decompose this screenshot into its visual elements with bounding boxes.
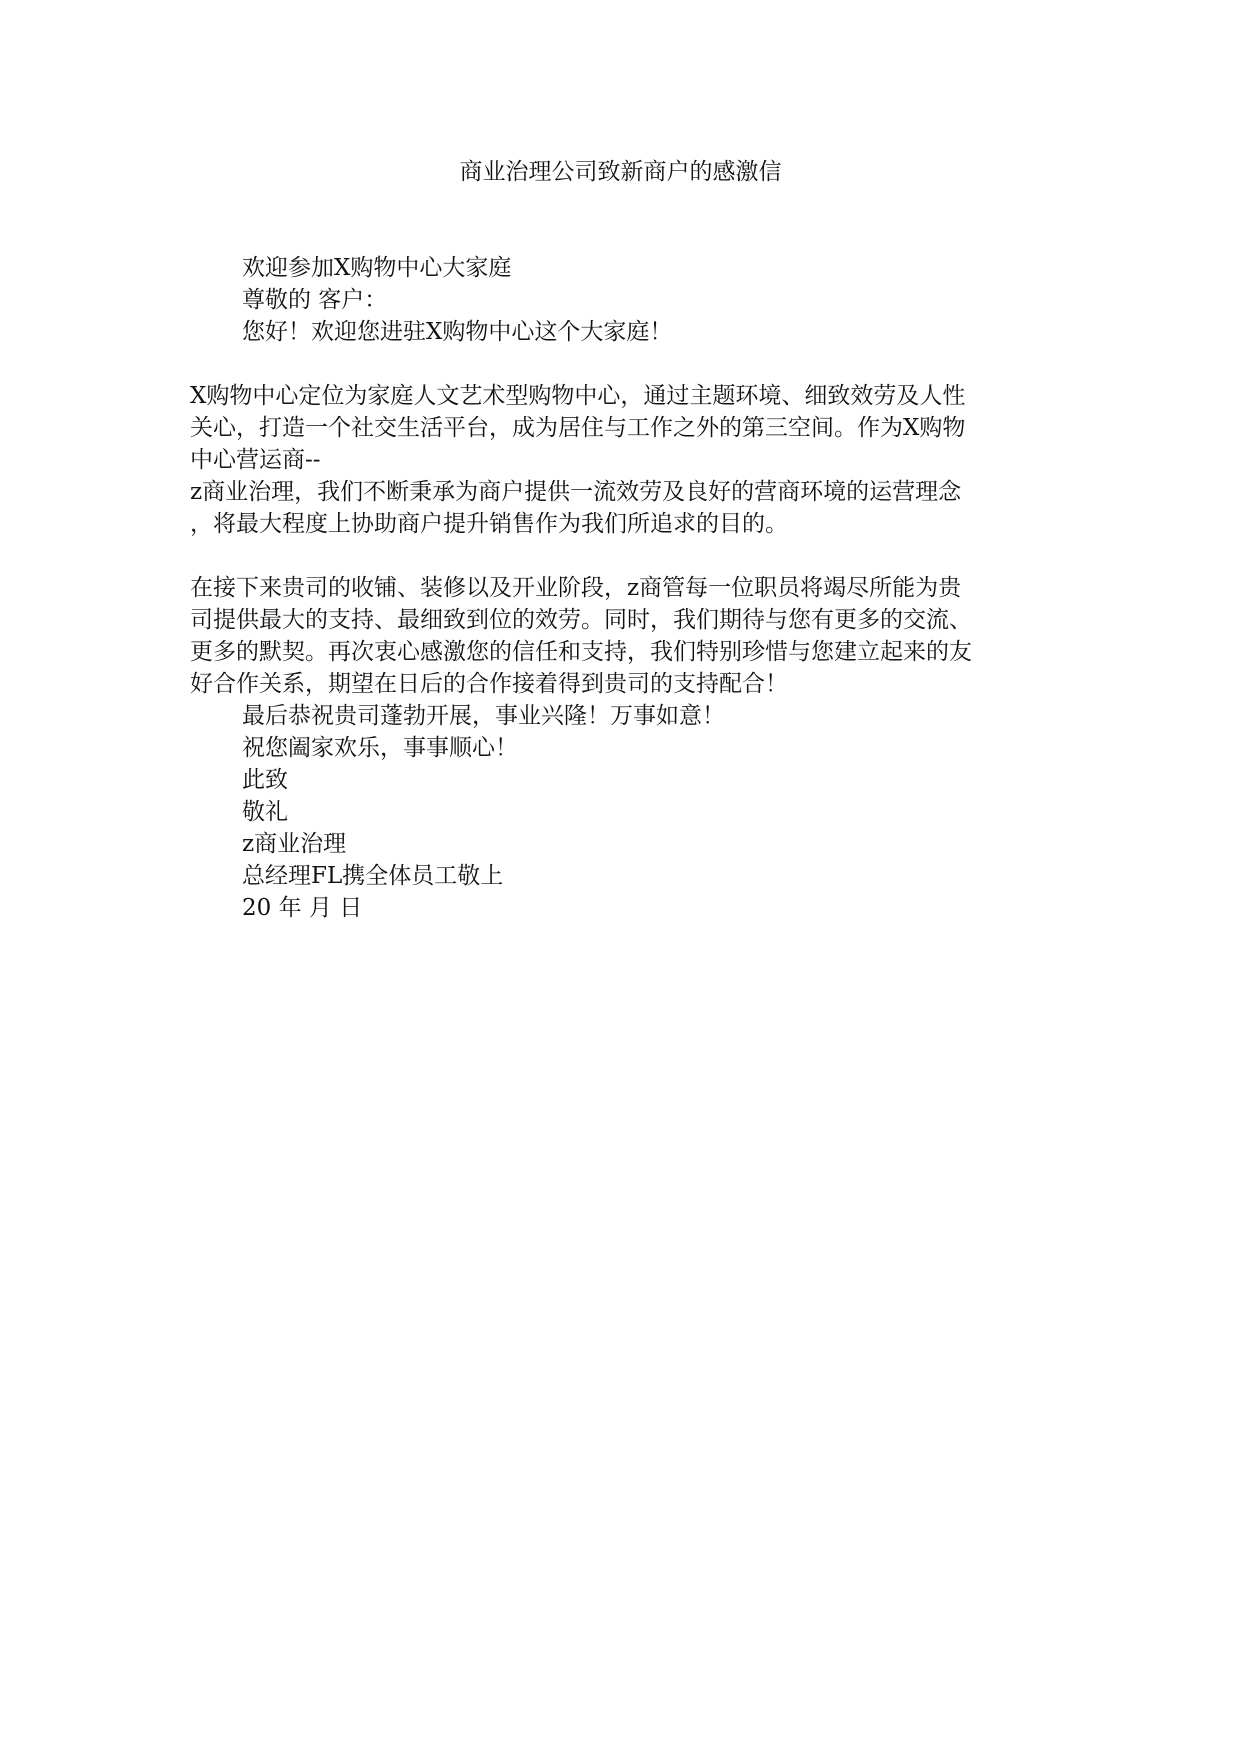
paragraph1-line: z商业治理，我们不断秉承为商户提供一流效劳及良好的营商环境的运营理念 (190, 479, 962, 505)
greeting-line: 欢迎参加X购物中心大家庭 (242, 255, 512, 281)
signature-date: 20 年 月 日 (242, 895, 363, 921)
document-title: 商业治理公司致新商户的感激信 (459, 159, 782, 185)
signature-company: z商业治理 (242, 831, 347, 857)
salutation-line: 尊敬的 客户： (242, 287, 388, 313)
welcome-line: 您好！欢迎您进驻X购物中心这个大家庭！ (242, 319, 673, 345)
closing-jing-li: 敬礼 (242, 799, 288, 825)
paragraph2-line: 在接下来贵司的收铺、装修以及开业阶段，z商管每一位职员将竭尽所能为贵 (190, 575, 962, 601)
paragraph1-line: ，将最大程度上协助商户提升销售作为我们所追求的目的。 (190, 511, 788, 537)
paragraph2-line: 司提供最大的支持、最细致到位的效劳。同时，我们期待与您有更多的交流、 (190, 607, 972, 633)
signature-manager: 总经理FL携全体员工敬上 (242, 863, 504, 889)
paragraph2-line: 更多的默契。再次衷心感激您的信任和支持，我们特别珍惜与您建立起来的友 (190, 639, 972, 665)
paragraph1-line: 中心营运商-- (190, 447, 321, 473)
paragraph2-line: 好合作关系，期望在日后的合作接着得到贵司的支持配合！ (190, 671, 788, 697)
closing-wish-line: 祝您阖家欢乐，事事顺心！ (242, 735, 518, 761)
closing-wish-line: 最后恭祝贵司蓬勃开展，事业兴隆！万事如意！ (242, 703, 725, 729)
closing-ci-zhi: 此致 (242, 767, 288, 793)
paragraph1-line: X购物中心定位为家庭人文艺术型购物中心，通过主题环境、细致效劳及人性 (190, 383, 966, 409)
paragraph1-line: 关心，打造一个社交生活平台，成为居住与工作之外的第三空间。作为X购物 (190, 415, 966, 441)
